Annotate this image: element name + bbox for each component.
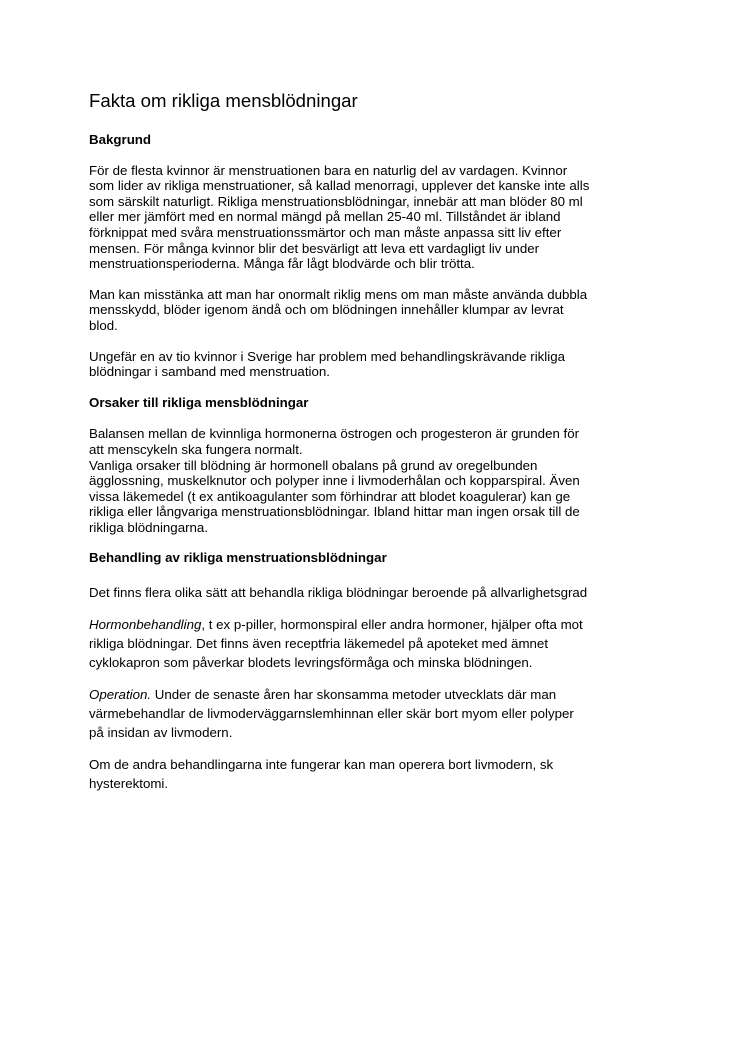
text-fragment: , t ex p-piller, hormonspiral eller andra hormoner, hjälper ofta mot xyxy=(201,617,583,633)
text-line: menstruationsperioderna. Många får lågt blodvärde och blir trötta. xyxy=(89,256,475,272)
text-line: rikliga blödningarna. xyxy=(89,519,209,535)
section-heading-bakgrund: Bakgrund xyxy=(89,132,152,147)
text-line: vissa läkemedel (t ex antikoagulanter som förhindrar att blodet koagulerar) kan ge xyxy=(89,488,571,504)
document-page xyxy=(89,90,669,793)
paragraph xyxy=(89,583,669,602)
text-line: rikliga blödningar. Det finns även receptfria läkemedel på apoteket med ämnet xyxy=(89,636,549,652)
text-line: förknippat med svåra menstruationssmärtor och man måste anpassa sitt liv efter xyxy=(89,224,562,240)
text-line: Om de andra behandlingarna inte fungerar kan man operera bort livmodern, sk xyxy=(89,757,554,773)
paragraph-closing xyxy=(89,755,669,793)
text-line: Ungefär en av tio kvinnor i Sverige har problem med behandlingskrävande rikliga xyxy=(89,348,565,364)
text-line: hysterektomi. xyxy=(89,776,169,792)
text-line: blödningar i samband med menstruation. xyxy=(89,364,330,380)
text-line xyxy=(89,615,669,634)
text-line: För de flesta kvinnor är menstruationen bara en naturlig del av vardagen. Kvinnor xyxy=(89,162,568,178)
text-line: värmebehandlar de livmoderväggarnslemhinnan eller skär bort myom eller polyper xyxy=(89,706,574,722)
text-line: som lider av rikliga menstruationer, så kallad menorragi, upplever det kanske inte alls xyxy=(89,178,590,194)
text-line: cyklokapron som påverkar blodets levringsförmåga och minska blödningen. xyxy=(89,655,533,671)
text-line: Man kan misstänka att man har onormalt riklig mens om man måste använda dubbla xyxy=(89,286,588,302)
paragraph xyxy=(89,163,669,272)
paragraph-operation xyxy=(89,685,669,742)
text-line: som särskilt naturligt. Rikliga menstruationsblödningar, innebär att man blöder 80 ml xyxy=(89,193,583,209)
text-line: rikliga eller långvariga menstruationsblödningar. Ibland hittar man ingen orsak till de xyxy=(89,504,580,520)
section-heading-behandling: Behandling av rikliga menstruationsblödningar xyxy=(89,550,387,566)
text-line: eller mer jämfört med en normal mängd på mellan 25-40 ml. Tillståndet är ibland xyxy=(89,209,561,225)
text-fragment: Under de senaste åren har skonsamma metoder utvecklats där man xyxy=(151,687,557,703)
paragraph-hormonbehandling xyxy=(89,615,669,672)
text-line: blod. xyxy=(89,317,118,333)
section-heading-orsaker: Orsaker till rikliga mensblödningar xyxy=(89,394,309,410)
term-operation: Operation. xyxy=(89,687,152,703)
paragraph xyxy=(89,287,669,334)
text-line: att menscykeln ska fungera normalt. xyxy=(89,441,303,457)
document-title: Fakta om rikliga mensblödningar xyxy=(89,90,358,111)
term-hormonbehandling: Hormonbehandling xyxy=(89,617,202,633)
paragraph xyxy=(89,349,669,380)
text-line: ägglossning, muskelknutor och polyper inne i livmoderhålan och kopparspiral. Även xyxy=(89,473,580,489)
paragraph xyxy=(89,426,669,535)
text-line: Balansen mellan de kvinnliga hormonerna östrogen och progesteron är grunden för xyxy=(89,426,580,442)
text-line: på insidan av livmodern. xyxy=(89,725,233,741)
text-line: Vanliga orsaker till blödning är hormonell obalans på grund av oregelbunden xyxy=(89,457,538,473)
text-line xyxy=(89,685,669,704)
text-line: mensen. För många kvinnor blir det besvärligt att leva ett vardagligt liv under xyxy=(89,240,540,256)
text-line: mensskydd, blöder igenom ändå och om blödningen innehåller klumpar av levrat xyxy=(89,302,564,318)
text-line: Det finns flera olika sätt att behandla rikliga blödningar beroende på allvarlighetsgrad xyxy=(89,585,588,601)
